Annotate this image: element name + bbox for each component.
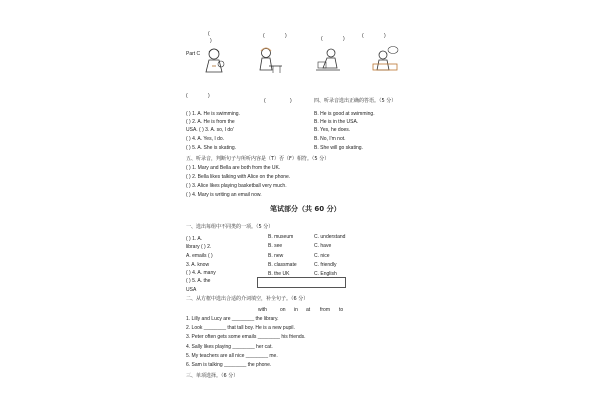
paren-mark: ( [208, 31, 210, 37]
answer-box [257, 277, 346, 288]
section1-option-b: B. museum [268, 234, 294, 240]
section1-option-b: B. the UK [268, 271, 290, 277]
section4-item-left: ( ) 2. A. He is from the [186, 119, 235, 125]
person-reading-icon [314, 46, 342, 74]
section4-item-left: ( ) 4. A. Yes, I do. [186, 136, 225, 142]
paren-mark: ) [285, 33, 287, 39]
section5-item: ( ) 3. Alice likes playing basketball very much. [186, 183, 287, 189]
section1-option-c: C. understand [314, 234, 346, 240]
paren-mark: ( [362, 33, 364, 39]
section5-heading: 五、听录音，判断句子与所听内容是（T）否（F）相符。（5 分） [186, 156, 330, 162]
section2-sentence: 2. Look ________ that tall boy. He is a new pupil. [186, 325, 295, 331]
girl-at-table-icon [255, 46, 283, 74]
section2-sentence: 5. My teachers are all nice ________ me. [186, 353, 278, 359]
section4-heading: 四、听录音选出正确的答语。（5 分） [314, 98, 397, 104]
paren-mark: ) [210, 38, 212, 44]
section2-sentence: 1. Lilly and Lucy are ________ the library. [186, 316, 279, 322]
paren-mark: ) [343, 36, 345, 42]
word-bank-item: at [306, 307, 311, 313]
section4-item-right: B. She will go skating. [314, 145, 363, 151]
section1-option-b: B. new [268, 253, 284, 259]
section1-option-c: C. friendly [314, 262, 337, 268]
section1-line: ( ) 1. A. [186, 236, 203, 242]
section2-sentence: 6. Sam is talking ________ the phone. [186, 362, 272, 368]
word-bank-item: in [294, 307, 298, 313]
section4-item-right: B. No, I'm not. [314, 136, 346, 142]
section1-line: A. emails ( ) [186, 253, 213, 259]
section1-line: USA [186, 287, 197, 293]
section4-item-left: ( ) 5. A. She is skating. [186, 145, 237, 151]
word-bank-item: to [339, 307, 344, 313]
section1-option-b: B. classmate [268, 262, 297, 268]
person-with-speech-bubble-icon [371, 44, 399, 72]
blank-paren: ) [290, 98, 292, 104]
word-bank-item: from [320, 307, 330, 313]
section1-option-c: C. English [314, 271, 337, 277]
part-c-label: Part C [186, 51, 201, 57]
section4-item-right: B. Yes, he does. [314, 127, 351, 133]
section1-line: library ( ) 2. [186, 244, 212, 250]
section2-heading: 二、从方框中选出合适的介词填空，补全句子。（6 分） [186, 296, 309, 302]
section5-item: ( ) 1. Mary and Bella are both from the UK. [186, 165, 281, 171]
section1-option-c: C. have [314, 243, 332, 249]
section4-item-left: ( ) 1. A. He is swimming. [186, 111, 240, 117]
section2-sentence: 3. Peter often gets some emails ________ his friends. [186, 334, 306, 340]
section1-heading: 一、选出每组中不同类的一项。（5 分） [186, 224, 274, 230]
section1-line: 3. A. know [186, 262, 210, 268]
section5-item: ( ) 4. Mary is writing an email now. [186, 192, 262, 198]
section1-line: ( ) 4. A. many [186, 270, 216, 276]
blank-paren: ) [208, 93, 210, 99]
section4-item-right: B. He is in the USA. [314, 119, 359, 125]
blank-paren: ( [264, 98, 266, 104]
section1-option-b: B. see [268, 243, 283, 249]
section4-item-right: B. He is good at swimming. [314, 111, 375, 117]
girl-with-clock-icon [200, 46, 228, 74]
blank-paren: ( [186, 93, 188, 99]
paren-mark: ( [263, 33, 265, 39]
word-bank-item: with [258, 307, 267, 313]
paren-mark: ) [384, 33, 386, 39]
section3-heading: 三、单项选择。（6 分） [186, 373, 239, 379]
section2-sentence: 4. Sally likes playing ________ her cat. [186, 344, 273, 350]
paren-mark: ( [321, 36, 323, 42]
word-bank-item: on [280, 307, 286, 313]
section1-option-c: C. nice [314, 253, 330, 259]
section5-item: ( ) 2. Bella likes talking with Alice on the phone. [186, 174, 291, 180]
written-part-title: 笔试部分（共 60 分） [270, 205, 341, 213]
section1-line: ( ) 5. A. the [186, 278, 211, 284]
section4-item-left: USA. ( ) 3. A. so, I do' [186, 127, 234, 133]
